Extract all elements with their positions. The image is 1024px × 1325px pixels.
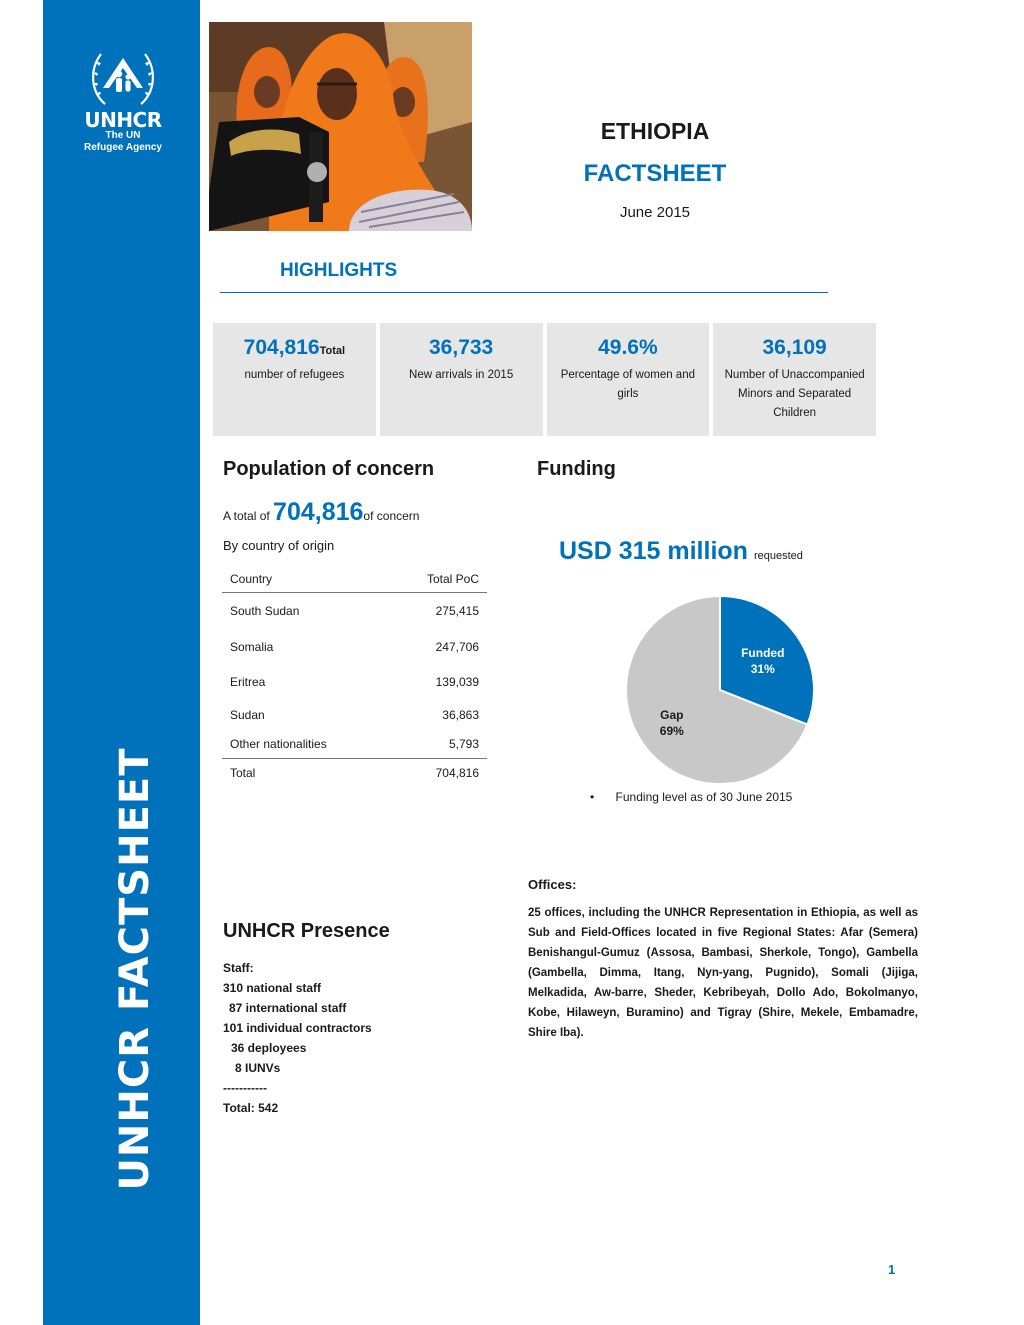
staff-line: 101 individual contractors — [223, 1021, 372, 1035]
population-table — [222, 568, 487, 787]
total-value-cell: 704,816 — [387, 759, 487, 787]
page-number: 1 — [888, 1262, 896, 1277]
pie-caption — [590, 790, 792, 804]
kpi-value: 704,816 — [243, 336, 320, 359]
kpi-card-new-arrivals — [380, 323, 543, 436]
kpi-label: number of refugees — [244, 369, 345, 381]
kpi-card-women-girls — [547, 323, 710, 436]
row-total: 5,793 — [448, 737, 479, 752]
logo-tagline: Refugee Agency — [84, 142, 162, 153]
logo-tagline: The UN — [105, 130, 141, 141]
row-country: South Sudan — [230, 603, 300, 618]
unhcr-logo — [73, 44, 173, 154]
document-date: June 2015 — [619, 204, 691, 221]
population-title: Population of concern — [223, 458, 435, 480]
staff-label: Staff: — [223, 961, 254, 975]
funding-amount-value: USD 315 million — [559, 537, 748, 565]
row-total: 275,415 — [435, 603, 479, 618]
document-type: FACTSHEET — [583, 160, 727, 187]
pie-slice-percent: 31% — [750, 661, 775, 676]
kpi-card-refugees — [213, 323, 376, 436]
highlights-title: HIGHLIGHTS — [280, 260, 398, 281]
staff-line: 310 national staff — [223, 981, 322, 995]
funding-amount — [559, 537, 803, 566]
pie-slice-percent: 69% — [659, 723, 684, 738]
presence-title: UNHCR Presence — [223, 920, 390, 942]
row-total: 247,706 — [435, 639, 479, 654]
population-total-line — [223, 498, 419, 527]
table-row — [222, 699, 487, 731]
offices-title: Offices: — [528, 877, 577, 892]
table-header-row — [222, 568, 487, 593]
kpi-value: 49.6% — [598, 336, 658, 359]
country-title: ETHIOPIA — [600, 118, 710, 144]
kpi-suffix: Total — [319, 345, 346, 357]
total-label: Total — [222, 759, 387, 787]
kpi-label: New arrivals in 2015 — [409, 369, 514, 381]
kpi-card-unaccompanied-minors — [713, 323, 876, 436]
table-total-row — [222, 759, 487, 787]
row-country: Somalia — [230, 639, 274, 654]
total-prefix: A total of — [223, 509, 270, 523]
unhcr-emblem-icon — [85, 44, 161, 108]
vertical-title: UNHCR FACTSHEET — [112, 747, 158, 1191]
funding-pie-chart — [620, 590, 820, 790]
sidebar — [43, 0, 200, 1325]
funding-requested-label: requested — [753, 550, 803, 562]
table-row — [222, 731, 487, 759]
staff-total: Total: 542 — [223, 1101, 279, 1115]
row-country: Sudan — [230, 707, 265, 722]
pie-caption-text: Funding level as of 30 June 2015 — [615, 790, 793, 804]
total-suffix: of concern — [363, 509, 420, 523]
pie-slice-label: Funded — [741, 645, 785, 660]
bullet-icon: • — [590, 790, 595, 804]
staff-line: 87 international staff — [229, 1001, 347, 1015]
total-value: 704,816 — [273, 498, 364, 526]
kpi-label: Percentage of women and girls — [560, 369, 695, 400]
kpi-value: 36,109 — [762, 336, 827, 359]
table-row — [222, 629, 487, 665]
cover-photo — [209, 22, 472, 231]
logo-name: UNHCR — [84, 108, 162, 132]
highlights-row — [213, 323, 876, 436]
population-subtitle: By country of origin — [223, 538, 335, 553]
pie-slice-label: Gap — [660, 707, 684, 722]
table-row — [222, 665, 487, 699]
staff-separator: ----------- — [223, 1081, 267, 1095]
row-country: Eritrea — [230, 674, 266, 689]
row-total: 36,863 — [442, 707, 479, 722]
staff-line: 8 IUNVs — [235, 1061, 281, 1075]
row-total: 139,039 — [435, 674, 479, 689]
column-header-country: Country — [222, 568, 387, 593]
kpi-value: 36,733 — [429, 336, 494, 359]
divider — [220, 292, 828, 293]
offices-text: 25 offices, including the UNHCR Representation in Ethiopia, as well as Sub and Field-Offices located in five Regional States: Afar (Semera) Benishangul-Gumuz (Assosa, Bambasi, Sherkole, Tongo), Gambella (Gambella, Dimma, Itang, Nyn-yang, Pugnido), Somali (Jijiga, Melkadida, Aw-barre, Sheder, Kebribeyah, Dollo Ado, Bokolmanyo, Kobe, Hilaweyn, Buramino) and Tigray (Shire, Mekele, Embamadre, Shire Iba). — [528, 907, 918, 1039]
staff-line: 36 deployees — [231, 1041, 307, 1055]
kpi-label: Number of Unaccompanied Minors and Separated Children — [724, 369, 865, 419]
column-header-total: Total PoC — [387, 568, 487, 593]
presence-list — [223, 958, 372, 1118]
funding-title: Funding — [537, 458, 616, 480]
table-row — [222, 593, 487, 629]
row-country: Other nationalities — [230, 737, 327, 752]
